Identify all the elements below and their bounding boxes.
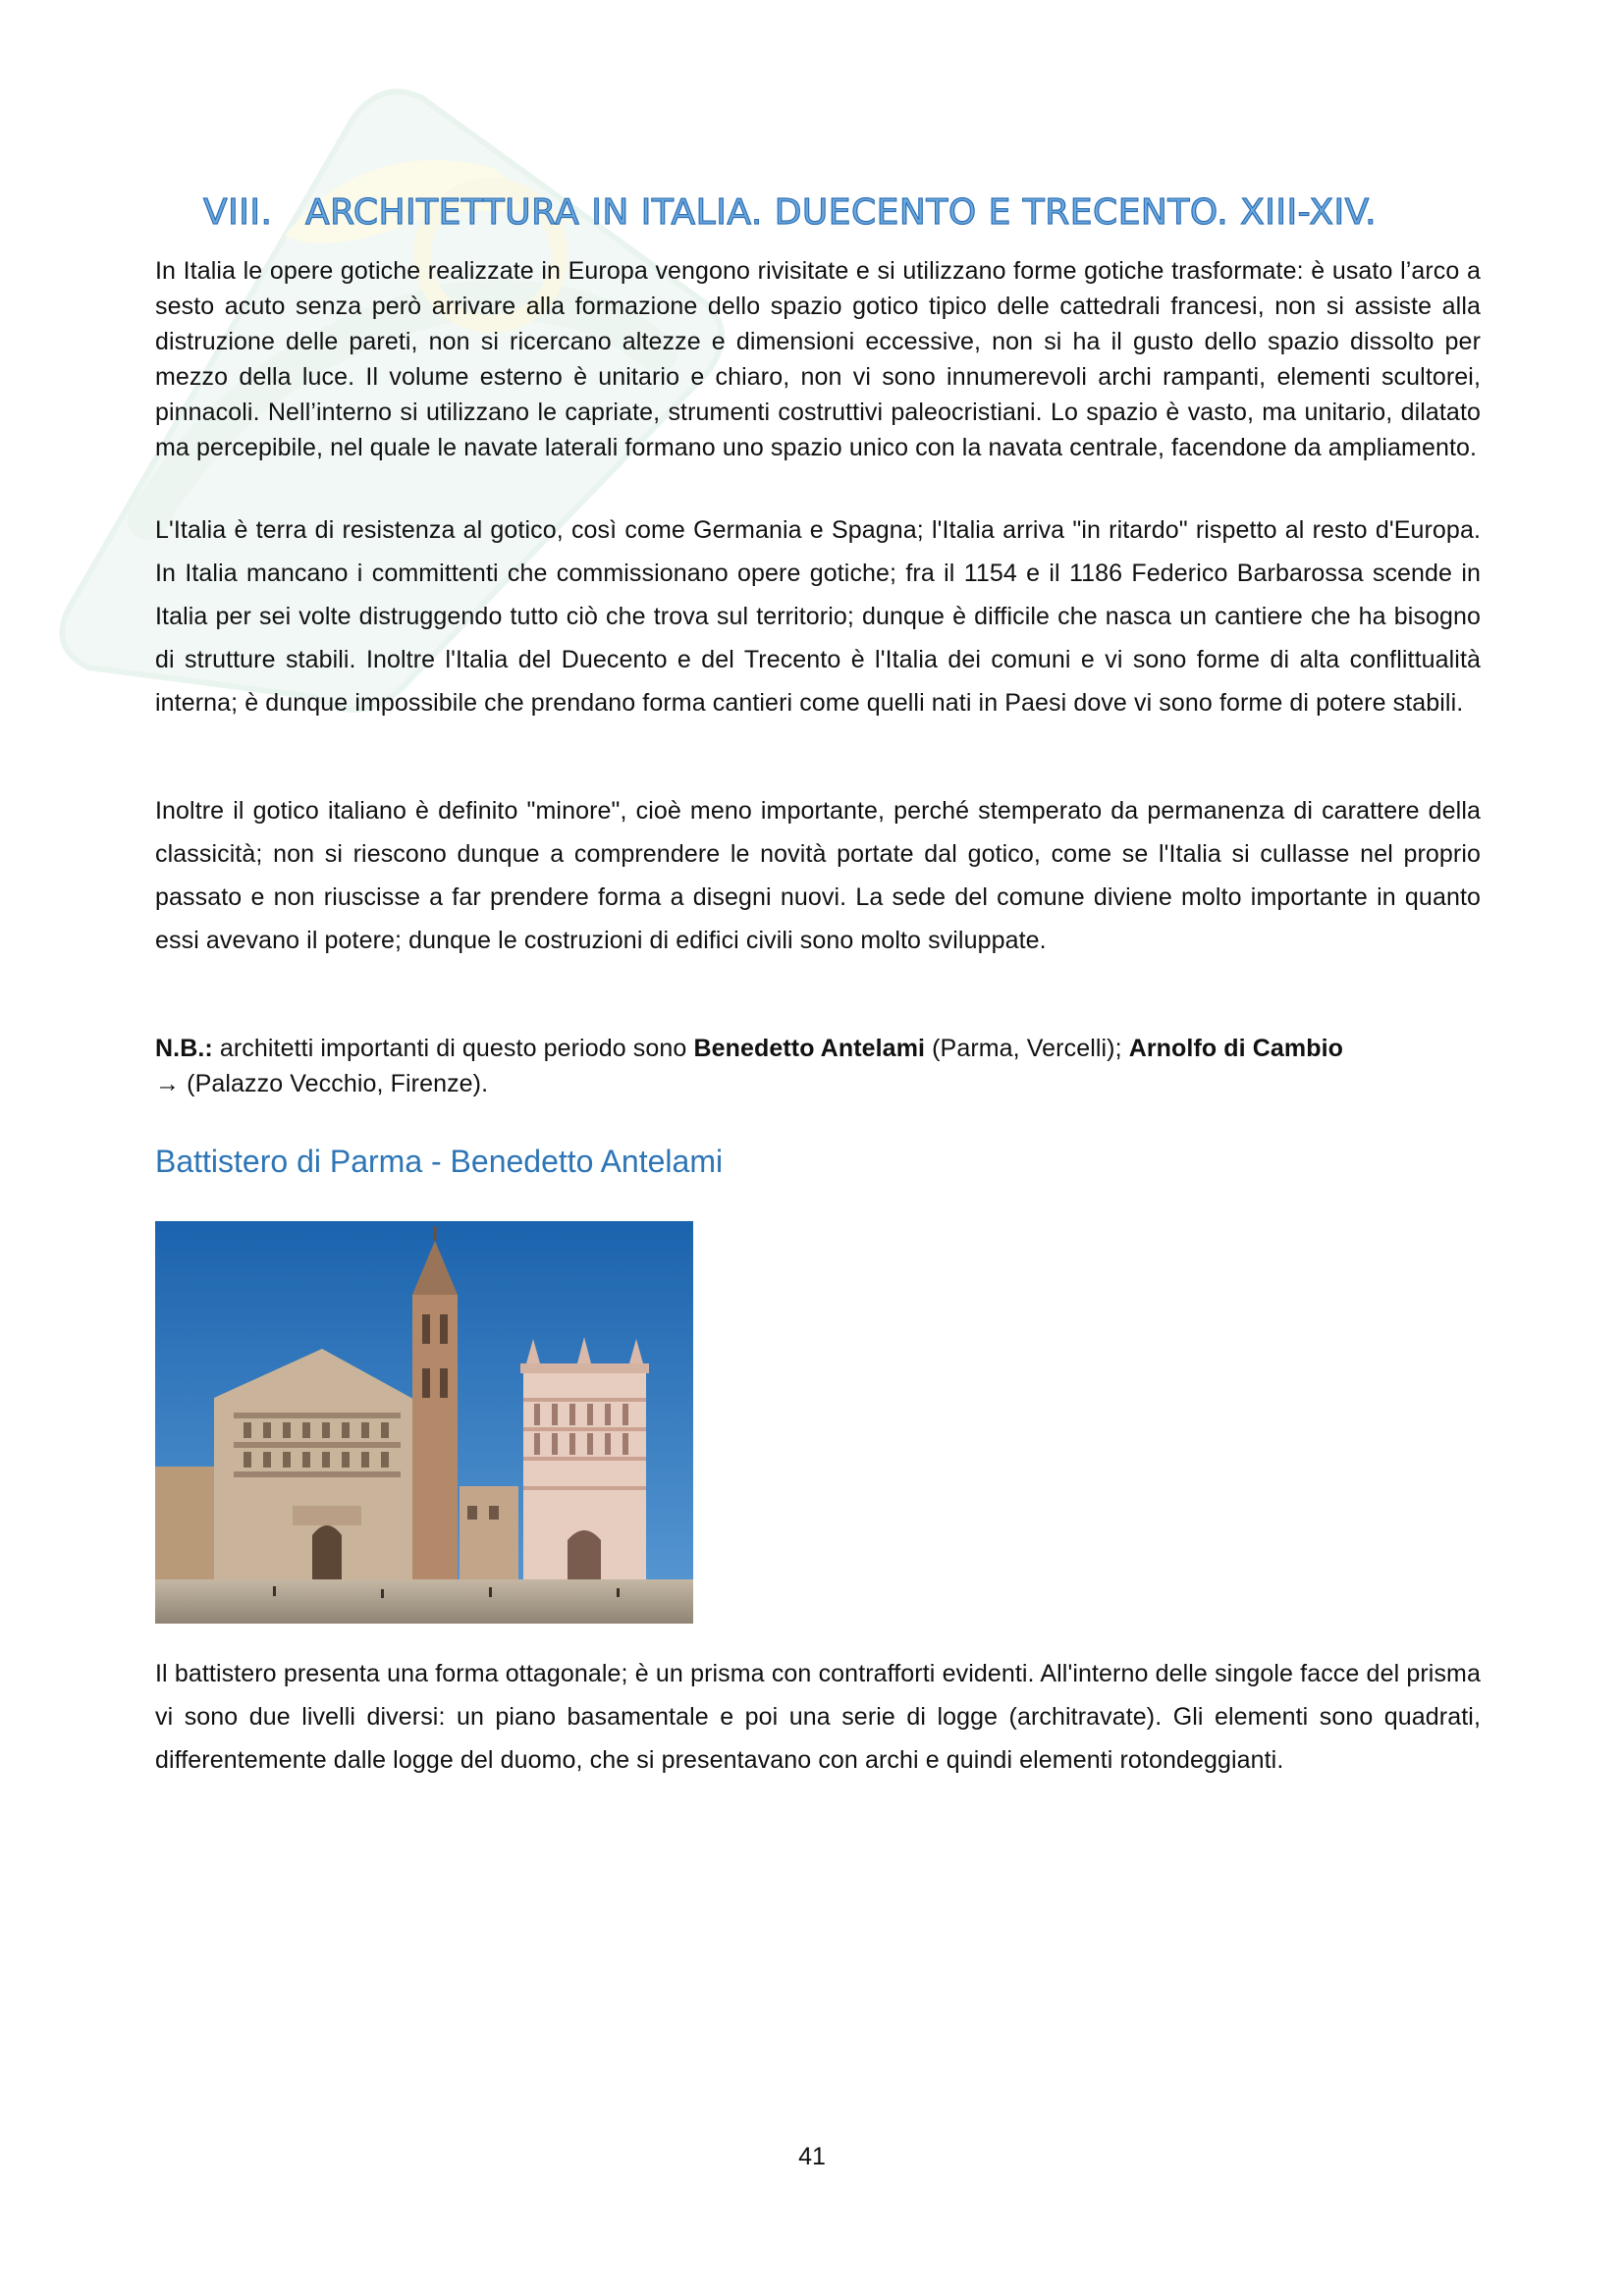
paragraph-intro: In Italia le opere gotiche realizzate in Europa vengono rivisitate e si utilizzano forme gotiche trasformate: è usato l’arco a sesto acuto senza però arrivare alla formazione dello spazio gotico tipico delle cattedrali francesi, non si assiste alla distruzione delle pareti, non si ricercano altezze e dimensioni eccessive, non si ha il gusto dello spazio dissolto per mezzo della luce. Il volume esterno è unitario e chiaro, non vi sono innumerevoli archi rampanti, elementi scultorei, pinnacoli. Nell’interno si utilizzano le capriate, strumenti costruttivi paleocristiani. Lo spazio è vasto, ma unitario, dilatato ma percepibile, nel quale le navate laterali formano uno spazio unico con la navata centrale, facendone da ampliamento. xyxy=(155,257,1481,461)
note-intro: architetti importanti di questo periodo sono xyxy=(212,1035,694,1062)
note-label: N.B.: xyxy=(155,1035,213,1062)
chapter-title: ARCHITETTURA IN ITALIA. DUECENTO E TRECENTO. XIII-XIV. xyxy=(305,192,1378,233)
page-title xyxy=(203,192,1377,233)
paragraph-resistance: L'Italia è terra di resistenza al gotico, così come Germania e Spagna; l'Italia arriva "in ritardo" rispetto al resto d'Europa. In Italia mancano i committenti che commissionano opere gotiche; fra il 1154 e il 1186 Federico Barbarossa scende in Italia per sei volte distruggendo tutto ciò che trova sul territorio; dunque è difficile che nasca un cantiere che ha bisogno di strutture stabili. Inoltre l'Italia del Duecento e del Trecento è l'Italia dei comuni e vi sono forme di alta conflittualità interna; è dunque impossibile che prendano forma cantieri come quelli nati in Paesi dove vi sono forme di potere stabili. xyxy=(155,516,1481,717)
architect-name-cambio: Arnolfo di Cambio xyxy=(1128,1035,1344,1062)
battistero-photo xyxy=(155,1221,693,1624)
paragraph-minor-gothic: Inoltre il gotico italiano è definito "minore", cioè meno importante, perché stemperato da permanenza di carattere della classicità; non si riescono dunque a comprendere le novità portate dal gotico, come se l'Italia si cullasse nel proprio passato e non riuscisse a far prendere forma a disegni nuovi. La sede del comune diviene molto importante in quanto essi avevano il potere; dunque le costruzioni di edifici civili sono molto sviluppate. xyxy=(155,797,1481,954)
section-heading: Battistero di Parma - Benedetto Antelami xyxy=(155,1144,724,1179)
note-places-antelami: (Parma, Vercelli); xyxy=(925,1035,1129,1062)
chapter-number: VIII. xyxy=(203,192,273,233)
page-number: 41 xyxy=(798,2143,826,2170)
paragraph-battistero: Il battistero presenta una forma ottagonale; è un prisma con contrafforti evidenti. All'interno delle singole facce del prisma vi sono due livelli diversi: un piano basamentale e poi una serie di logge (architravate). Gli elementi sono quadrati, differentemente dalle logge del duomo, che si presentavano con archi e quindi elementi rotondeggianti. xyxy=(155,1660,1481,1774)
arrow-icon: → xyxy=(155,1070,181,1097)
note-places-cambio: (Palazzo Vecchio, Firenze). xyxy=(180,1070,489,1097)
architect-name-antelami: Benedetto Antelami xyxy=(693,1035,926,1062)
note-paragraph xyxy=(155,1031,1481,1101)
